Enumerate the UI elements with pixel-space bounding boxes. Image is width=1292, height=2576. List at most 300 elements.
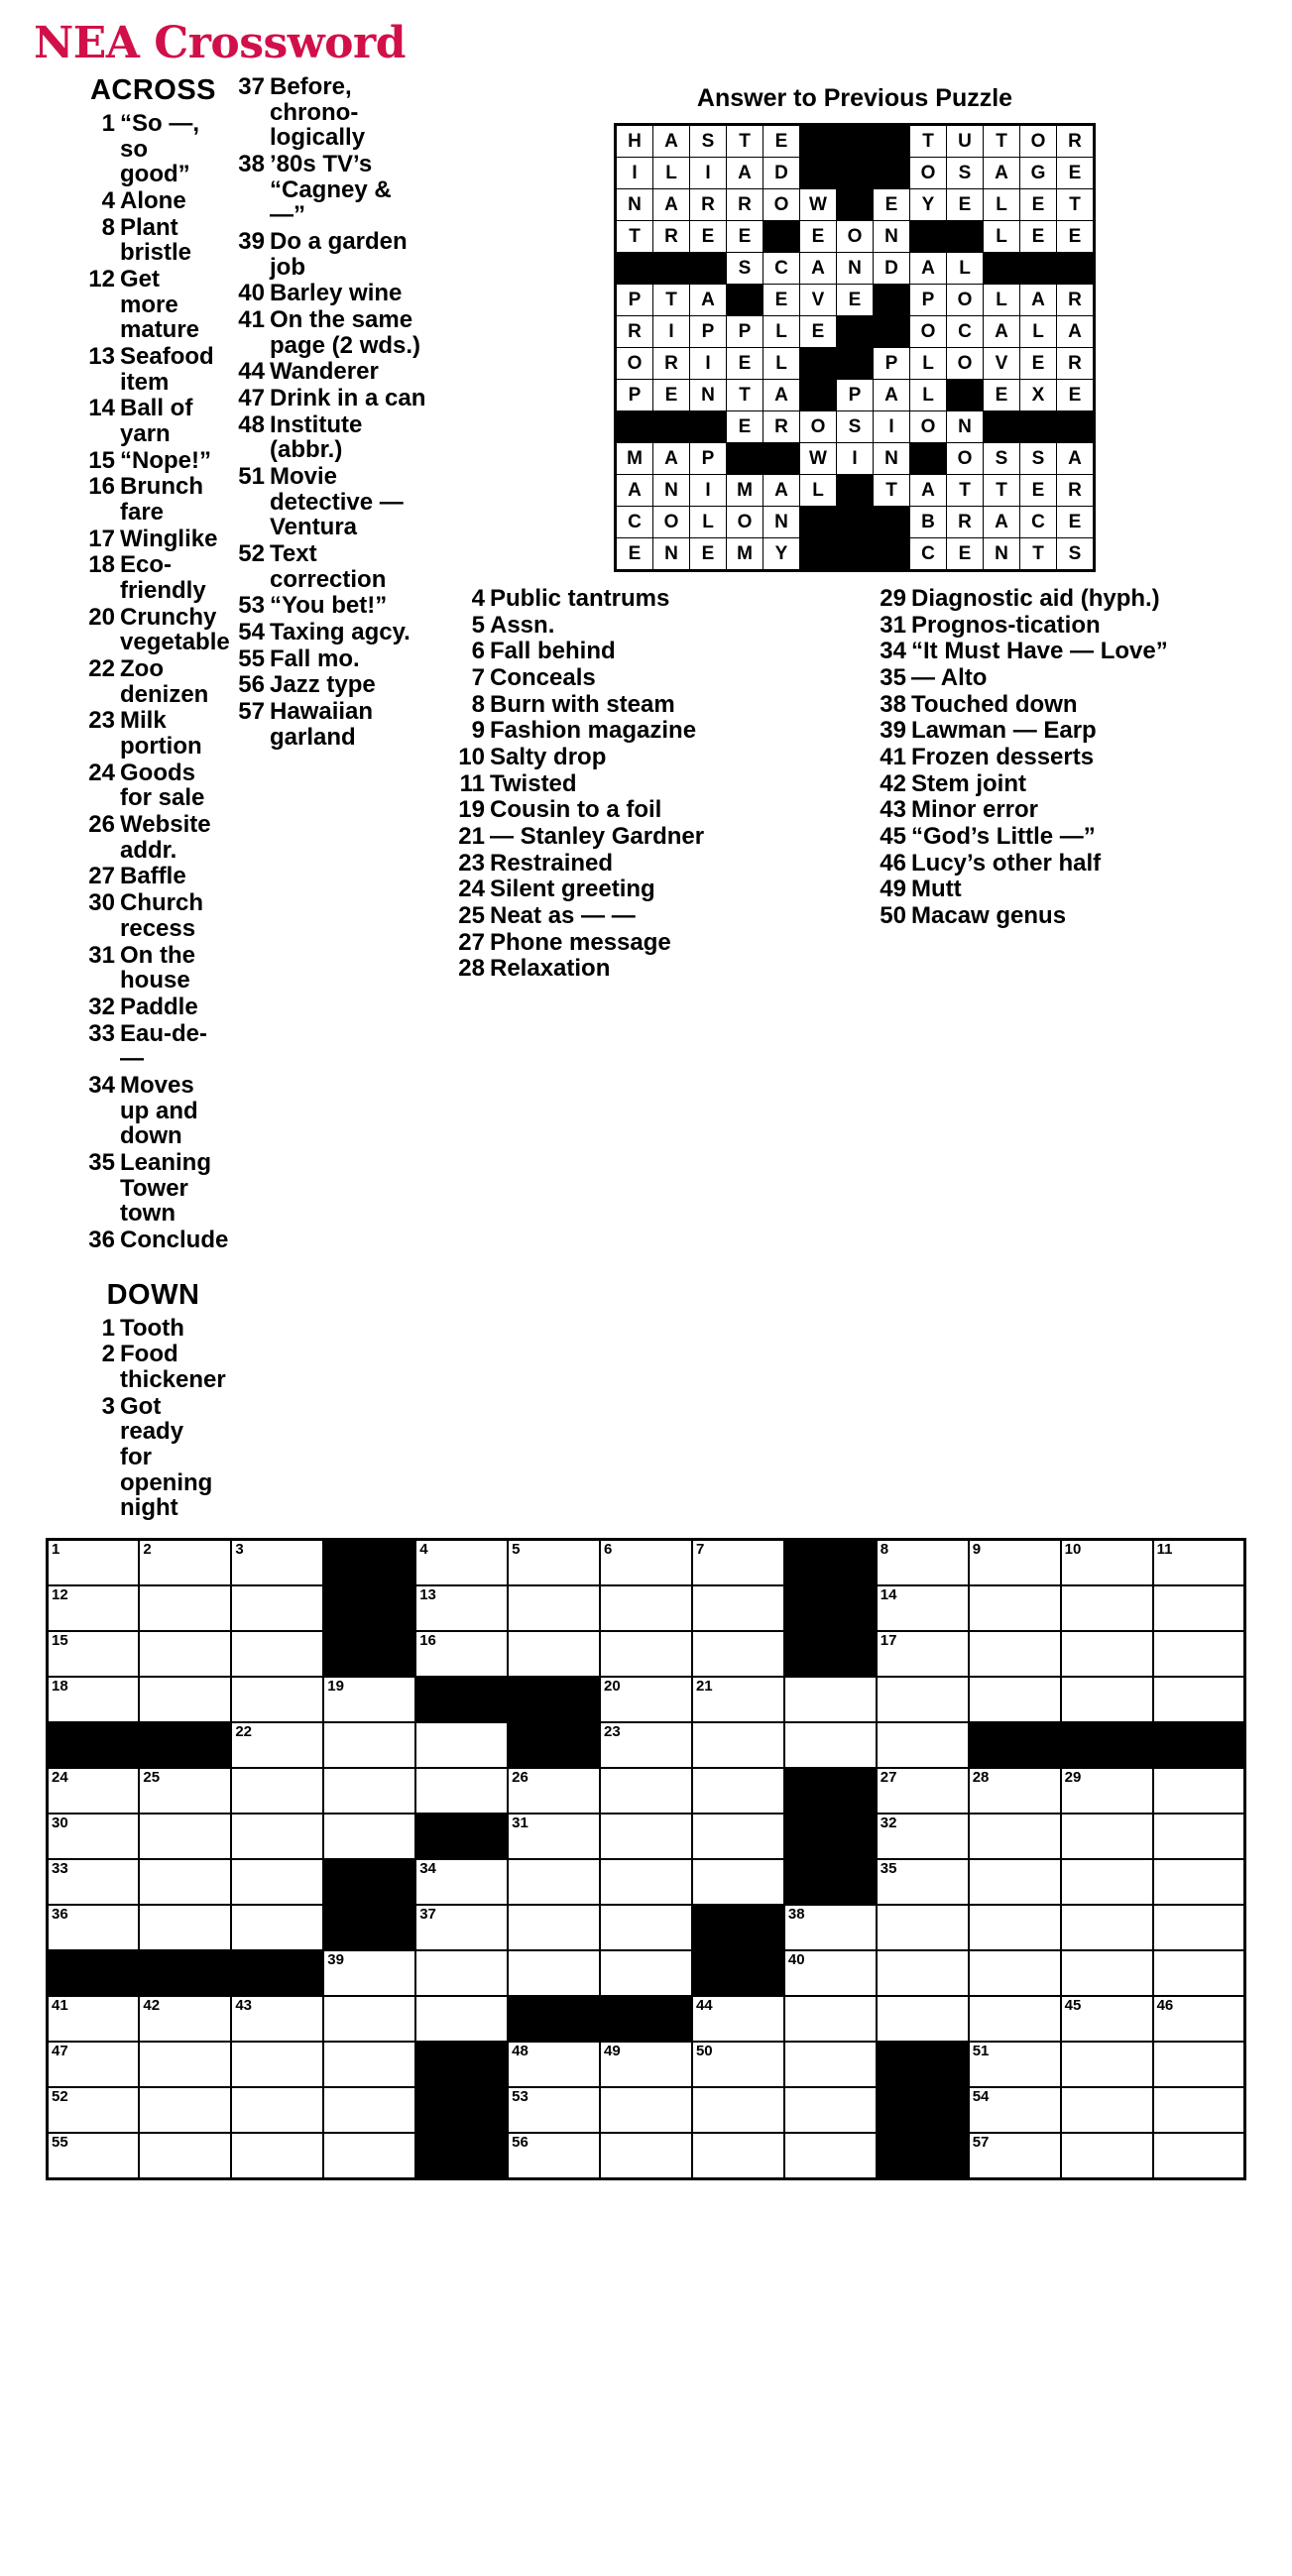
clue-number: 1 — [101, 110, 115, 137]
answer-cell: N — [653, 538, 690, 571]
clue-item — [85, 656, 221, 707]
clue-text: Paddle — [120, 993, 198, 1020]
puzzle-cell[interactable] — [48, 1585, 140, 1631]
answer-block — [727, 443, 763, 475]
clue-item — [85, 890, 221, 941]
puzzle-cell-number: 54 — [972, 2087, 990, 2105]
clue-number: 27 — [458, 928, 485, 956]
puzzle-cell[interactable] — [508, 2133, 600, 2179]
puzzle-cell[interactable] — [1153, 1677, 1245, 1722]
clue-text: Restrained — [490, 849, 614, 877]
puzzle-cell[interactable] — [231, 1859, 323, 1905]
clue-number: 38 — [880, 690, 906, 718]
answer-cell: A — [984, 158, 1020, 189]
answer-block — [874, 507, 910, 538]
answer-block — [837, 348, 874, 380]
puzzle-cell[interactable] — [969, 1996, 1061, 2042]
answer-block — [1057, 253, 1095, 285]
puzzle-cell[interactable] — [231, 1996, 323, 2042]
puzzle-cell[interactable] — [1061, 2042, 1153, 2087]
answer-cell: A — [763, 380, 800, 411]
answer-block — [910, 443, 947, 475]
puzzle-cell[interactable] — [48, 2087, 140, 2133]
puzzle-cell[interactable] — [139, 1768, 231, 1814]
puzzle-cell[interactable] — [48, 1768, 140, 1814]
puzzle-block — [139, 1722, 231, 1768]
puzzle-cell[interactable] — [1153, 1859, 1245, 1905]
puzzle-cell[interactable] — [784, 2133, 877, 2179]
puzzle-cell[interactable] — [1153, 1539, 1245, 1585]
puzzle-cell[interactable] — [1153, 1814, 1245, 1859]
clue-number: 1 — [101, 1314, 115, 1342]
previous-answer-grid — [614, 123, 1096, 572]
answer-block — [874, 158, 910, 189]
answer-cell: E — [874, 189, 910, 221]
clue-number: 35 — [88, 1148, 115, 1176]
answer-cell: M — [727, 475, 763, 507]
clue-text: Website addr. — [120, 811, 211, 864]
answer-block — [763, 443, 800, 475]
puzzle-cell[interactable] — [231, 1631, 323, 1677]
answer-cell: A — [984, 316, 1020, 348]
puzzle-block — [784, 1859, 877, 1905]
answer-cell: P — [616, 380, 653, 411]
puzzle-cell[interactable] — [139, 1585, 231, 1631]
puzzle-cell[interactable] — [784, 2042, 877, 2087]
answer-block — [800, 507, 837, 538]
puzzle-cell[interactable] — [969, 1677, 1061, 1722]
puzzle-cell[interactable] — [1061, 1539, 1153, 1585]
puzzle-cell[interactable] — [784, 1722, 877, 1768]
puzzle-cell[interactable] — [1061, 1677, 1153, 1722]
clue-number: 29 — [880, 585, 906, 612]
answer-cell: E — [1020, 221, 1057, 253]
answer-cell: W — [800, 189, 837, 221]
clue-item — [85, 1226, 229, 1253]
clue-number: 56 — [238, 671, 265, 699]
puzzle-cell[interactable] — [415, 1905, 508, 1950]
puzzle-cell[interactable] — [231, 2042, 323, 2087]
puzzle-cell[interactable] — [323, 1722, 415, 1768]
answer-row — [616, 125, 1095, 158]
puzzle-cell[interactable] — [1153, 2087, 1245, 2133]
puzzle-cell[interactable] — [508, 1631, 600, 1677]
clue-text: Fall mo. — [270, 644, 360, 672]
puzzle-cell[interactable] — [692, 1814, 784, 1859]
puzzle-cell[interactable] — [508, 1950, 600, 1996]
puzzle-cell[interactable] — [1153, 1768, 1245, 1814]
puzzle-cell[interactable] — [600, 1768, 692, 1814]
puzzle-cell[interactable] — [139, 1859, 231, 1905]
puzzle-cell[interactable] — [877, 1950, 969, 1996]
puzzle-cell[interactable] — [600, 1585, 692, 1631]
puzzle-cell[interactable] — [877, 1996, 969, 2042]
answer-cell: M — [727, 538, 763, 571]
puzzle-cell[interactable] — [415, 1631, 508, 1677]
puzzle-cell[interactable] — [48, 1539, 140, 1585]
clue-item — [85, 1394, 221, 1521]
answer-cell: N — [984, 538, 1020, 571]
answer-cell: I — [690, 158, 727, 189]
puzzle-cell[interactable] — [508, 1539, 600, 1585]
clue-text: Frozen desserts — [911, 744, 1095, 771]
puzzle-cell[interactable] — [1153, 2042, 1245, 2087]
down-clue-list-3 — [877, 586, 1264, 929]
answer-cell: R — [947, 507, 984, 538]
puzzle-block — [508, 1996, 600, 2042]
puzzle-cell[interactable] — [48, 1814, 140, 1859]
puzzle-cell-number: 25 — [143, 1768, 161, 1786]
puzzle-cell[interactable] — [692, 1859, 784, 1905]
clue-number: 45 — [880, 823, 906, 851]
puzzle-cell[interactable] — [139, 1996, 231, 2042]
puzzle-cell[interactable] — [600, 2042, 692, 2087]
puzzle-cell-number: 4 — [419, 1540, 428, 1558]
puzzle-cell[interactable] — [877, 1722, 969, 1768]
clue-text: Before, chrono-logically — [270, 73, 366, 152]
puzzle-cell[interactable] — [323, 2042, 415, 2087]
puzzle-cell[interactable] — [784, 1950, 877, 1996]
puzzle-cell[interactable] — [784, 1905, 877, 1950]
answer-row — [616, 475, 1095, 507]
puzzle-cell[interactable] — [415, 1768, 508, 1814]
answer-cell: E — [1057, 507, 1095, 538]
puzzle-cell[interactable] — [323, 2133, 415, 2179]
puzzle-cell[interactable] — [969, 1859, 1061, 1905]
puzzle-cell[interactable] — [600, 1539, 692, 1585]
clue-text: Lucy’s other half — [911, 849, 1102, 877]
answer-block — [984, 253, 1020, 285]
puzzle-cell-number: 7 — [695, 1540, 705, 1558]
puzzle-cell[interactable] — [415, 1950, 508, 1996]
puzzle-cell[interactable] — [692, 1631, 784, 1677]
puzzle-row — [48, 2042, 1245, 2087]
puzzle-cell[interactable] — [1153, 1585, 1245, 1631]
puzzle-cell[interactable] — [139, 2087, 231, 2133]
answer-title: Answer to Previous Puzzle — [696, 84, 1013, 112]
puzzle-block — [877, 2133, 969, 2179]
clue-text: Text correction — [270, 540, 387, 593]
puzzle-cell[interactable] — [600, 1859, 692, 1905]
puzzle-cell[interactable] — [600, 1950, 692, 1996]
puzzle-cell[interactable] — [323, 1814, 415, 1859]
puzzle-cell-number: 2 — [143, 1540, 152, 1558]
puzzle-cell[interactable] — [877, 1631, 969, 1677]
puzzle-cell[interactable] — [415, 1859, 508, 1905]
answer-cell: E — [800, 316, 837, 348]
puzzle-cell[interactable] — [600, 1814, 692, 1859]
clue-item — [455, 692, 855, 718]
clue-item — [455, 718, 855, 744]
puzzle-cell[interactable] — [877, 1677, 969, 1722]
puzzle-cell[interactable] — [969, 2133, 1061, 2179]
puzzle-cell[interactable] — [600, 1677, 692, 1722]
puzzle-block — [1153, 1722, 1245, 1768]
puzzle-cell[interactable] — [1153, 1996, 1245, 2042]
clue-number: 18 — [88, 551, 115, 579]
puzzle-cell[interactable] — [692, 1585, 784, 1631]
puzzle-cell[interactable] — [600, 1722, 692, 1768]
clue-number: 19 — [458, 796, 485, 824]
puzzle-cell-number: 19 — [327, 1677, 344, 1695]
puzzle-cell[interactable] — [1061, 2087, 1153, 2133]
puzzle-cell[interactable] — [48, 1677, 140, 1722]
clue-number: 13 — [88, 343, 115, 371]
top-section — [28, 74, 1264, 1522]
answer-cell: A — [1057, 443, 1095, 475]
answer-cell: I — [874, 411, 910, 443]
clue-number: 5 — [471, 611, 485, 639]
puzzle-cell[interactable] — [48, 2133, 140, 2179]
puzzle-cell[interactable] — [1061, 2133, 1153, 2179]
clue-item — [455, 771, 855, 797]
answer-cell: S — [1057, 538, 1095, 571]
puzzle-cell[interactable] — [969, 2087, 1061, 2133]
puzzle-cell[interactable] — [877, 1585, 969, 1631]
clue-text: “God’s Little —” — [911, 823, 1096, 851]
answer-cell: O — [947, 443, 984, 475]
puzzle-cell[interactable] — [139, 2042, 231, 2087]
puzzle-grid[interactable] — [46, 1538, 1246, 2180]
clue-number: 36 — [88, 1226, 115, 1253]
puzzle-cell[interactable] — [508, 1905, 600, 1950]
answer-cell: T — [727, 380, 763, 411]
puzzle-cell[interactable] — [323, 1768, 415, 1814]
clue-item — [877, 692, 1264, 718]
puzzle-cell[interactable] — [600, 1631, 692, 1677]
puzzle-cell[interactable] — [48, 2042, 140, 2087]
puzzle-row — [48, 2087, 1245, 2133]
answer-cell: A — [653, 443, 690, 475]
clue-number: 9 — [471, 717, 485, 745]
clue-number: 4 — [101, 187, 115, 215]
puzzle-cell[interactable] — [600, 2133, 692, 2179]
puzzle-cell[interactable] — [415, 1722, 508, 1768]
puzzle-block — [692, 1950, 784, 1996]
answer-block — [874, 316, 910, 348]
answer-cell: T — [727, 125, 763, 158]
puzzle-cell[interactable] — [969, 1905, 1061, 1950]
puzzle-cell[interactable] — [323, 1677, 415, 1722]
puzzle-cell[interactable] — [48, 1905, 140, 1950]
puzzle-cell[interactable] — [692, 1677, 784, 1722]
clue-item — [877, 877, 1264, 902]
answer-cell: R — [1057, 348, 1095, 380]
answer-cell: T — [874, 475, 910, 507]
puzzle-cell[interactable] — [784, 2087, 877, 2133]
puzzle-cell[interactable] — [231, 2133, 323, 2179]
puzzle-cell[interactable] — [877, 1814, 969, 1859]
puzzle-cell[interactable] — [48, 1859, 140, 1905]
clue-item — [877, 903, 1264, 929]
puzzle-cell[interactable] — [1153, 1631, 1245, 1677]
puzzle-cell[interactable] — [1153, 1950, 1245, 1996]
puzzle-cell[interactable] — [508, 2042, 600, 2087]
clue-text: Drink in a can — [270, 385, 426, 412]
clue-text: “Nope!” — [120, 446, 211, 474]
clue-item — [235, 699, 429, 750]
answer-cell: T — [984, 125, 1020, 158]
puzzle-cell-number: 45 — [1064, 1996, 1082, 2014]
clue-number: 41 — [238, 306, 265, 334]
answer-cell: R — [616, 316, 653, 348]
answer-cell: N — [690, 380, 727, 411]
clue-item — [455, 851, 855, 877]
puzzle-cell[interactable] — [48, 1631, 140, 1677]
puzzle-cell[interactable] — [692, 2042, 784, 2087]
puzzle-cell[interactable] — [508, 1768, 600, 1814]
puzzle-cell[interactable] — [784, 1996, 877, 2042]
puzzle-cell[interactable] — [969, 1631, 1061, 1677]
clue-text: Diagnostic aid (hyph.) — [911, 585, 1160, 612]
answer-block — [947, 380, 984, 411]
clue-text: Taxing agcy. — [270, 619, 411, 646]
clue-text: Get more mature — [120, 266, 200, 344]
puzzle-cell[interactable] — [1153, 1905, 1245, 1950]
answer-cell: R — [727, 189, 763, 221]
puzzle-cell[interactable] — [139, 1677, 231, 1722]
puzzle-cell[interactable] — [231, 1585, 323, 1631]
puzzle-cell-number: 3 — [235, 1540, 244, 1558]
puzzle-cell[interactable] — [415, 1585, 508, 1631]
puzzle-cell[interactable] — [1061, 1585, 1153, 1631]
puzzle-cell[interactable] — [1061, 1950, 1153, 1996]
puzzle-cell[interactable] — [1061, 1905, 1153, 1950]
answer-block — [947, 221, 984, 253]
clue-item — [235, 541, 429, 592]
clue-text: Fall behind — [490, 638, 616, 665]
puzzle-cell[interactable] — [231, 1539, 323, 1585]
puzzle-cell[interactable] — [231, 2087, 323, 2133]
clue-item — [85, 1341, 226, 1393]
answer-cell: R — [1057, 475, 1095, 507]
puzzle-cell[interactable] — [508, 1859, 600, 1905]
puzzle-block — [877, 2087, 969, 2133]
puzzle-cell[interactable] — [877, 1539, 969, 1585]
puzzle-cell-number: 20 — [604, 1677, 621, 1695]
puzzle-cell-number: 29 — [1064, 1768, 1082, 1786]
puzzle-cell[interactable] — [231, 1905, 323, 1950]
puzzle-row — [48, 1539, 1245, 1585]
clue-number: 31 — [880, 611, 906, 639]
puzzle-cell[interactable] — [692, 1996, 784, 2042]
answer-cell: I — [690, 475, 727, 507]
puzzle-cell[interactable] — [969, 1814, 1061, 1859]
puzzle-cell[interactable] — [692, 2087, 784, 2133]
puzzle-cell[interactable] — [508, 1585, 600, 1631]
puzzle-cell[interactable] — [139, 2133, 231, 2179]
answer-cell: E — [653, 380, 690, 411]
puzzle-cell[interactable] — [508, 2087, 600, 2133]
puzzle-cell[interactable] — [877, 1768, 969, 1814]
puzzle-cell[interactable] — [508, 1814, 600, 1859]
puzzle-cell[interactable] — [877, 1859, 969, 1905]
puzzle-cell[interactable] — [139, 1905, 231, 1950]
puzzle-cell[interactable] — [600, 1905, 692, 1950]
clue-text: Plant bristle — [120, 213, 192, 267]
puzzle-cell[interactable] — [692, 1722, 784, 1768]
clue-text: Cousin to a foil — [490, 796, 662, 824]
puzzle-cell[interactable] — [969, 2042, 1061, 2087]
puzzle-cell[interactable] — [231, 1677, 323, 1722]
puzzle-cell-number: 56 — [512, 2133, 529, 2151]
puzzle-cell[interactable] — [1153, 2133, 1245, 2179]
puzzle-cell[interactable] — [692, 1768, 784, 1814]
puzzle-cell[interactable] — [969, 1585, 1061, 1631]
puzzle-cell[interactable] — [323, 2087, 415, 2133]
answer-cell: L — [984, 189, 1020, 221]
answer-cell: P — [616, 285, 653, 316]
puzzle-cell[interactable] — [323, 1950, 415, 1996]
answer-cell: S — [984, 443, 1020, 475]
clue-number: 21 — [458, 823, 485, 851]
puzzle-cell[interactable] — [877, 1905, 969, 1950]
puzzle-block — [323, 1905, 415, 1950]
puzzle-cell[interactable] — [139, 1814, 231, 1859]
clue-item — [235, 593, 429, 619]
answer-block — [837, 507, 874, 538]
puzzle-cell[interactable] — [969, 1539, 1061, 1585]
answer-block — [837, 158, 874, 189]
puzzle-cell[interactable] — [969, 1950, 1061, 1996]
answer-cell: E — [1020, 475, 1057, 507]
puzzle-cell[interactable] — [1061, 1996, 1153, 2042]
answer-cell: R — [763, 411, 800, 443]
clue-item — [85, 864, 221, 889]
puzzle-row — [48, 1950, 1245, 1996]
puzzle-cell[interactable] — [323, 1996, 415, 2042]
puzzle-cell[interactable] — [1061, 1631, 1153, 1677]
puzzle-cell[interactable] — [969, 1768, 1061, 1814]
puzzle-cell[interactable] — [1061, 1859, 1153, 1905]
clue-item — [85, 344, 221, 395]
puzzle-cell[interactable] — [600, 2087, 692, 2133]
answer-cell: N — [874, 443, 910, 475]
puzzle-cell[interactable] — [48, 1996, 140, 2042]
clue-text: Prognos-tication — [911, 611, 1101, 639]
clue-item — [85, 761, 221, 811]
clue-text: Moves up and down — [120, 1071, 198, 1150]
puzzle-cell[interactable] — [415, 1996, 508, 2042]
answer-cell: A — [1020, 285, 1057, 316]
puzzle-cell-number: 11 — [1156, 1540, 1173, 1558]
answer-cell: L — [947, 253, 984, 285]
clue-item — [455, 824, 855, 850]
puzzle-row — [48, 1768, 1245, 1814]
answer-cell: R — [653, 348, 690, 380]
across-heading: ACROSS — [89, 74, 217, 106]
puzzle-cell[interactable] — [139, 1631, 231, 1677]
puzzle-cell[interactable] — [231, 1768, 323, 1814]
clue-number: 37 — [238, 73, 265, 100]
puzzle-cell[interactable] — [139, 1539, 231, 1585]
puzzle-cell[interactable] — [692, 2133, 784, 2179]
puzzle-cell[interactable] — [231, 1722, 323, 1768]
puzzle-cell[interactable] — [1061, 1768, 1153, 1814]
puzzle-cell[interactable] — [415, 1539, 508, 1585]
answer-cell: E — [763, 125, 800, 158]
answer-cell: A — [763, 475, 800, 507]
answer-row — [616, 348, 1095, 380]
clue-item — [85, 215, 221, 266]
puzzle-cell-number: 53 — [512, 2087, 529, 2105]
answer-cell: G — [1020, 158, 1057, 189]
answer-block — [837, 316, 874, 348]
puzzle-cell[interactable] — [231, 1814, 323, 1859]
puzzle-cell[interactable] — [784, 1677, 877, 1722]
puzzle-cell[interactable] — [1061, 1814, 1153, 1859]
puzzle-cell[interactable] — [692, 1539, 784, 1585]
